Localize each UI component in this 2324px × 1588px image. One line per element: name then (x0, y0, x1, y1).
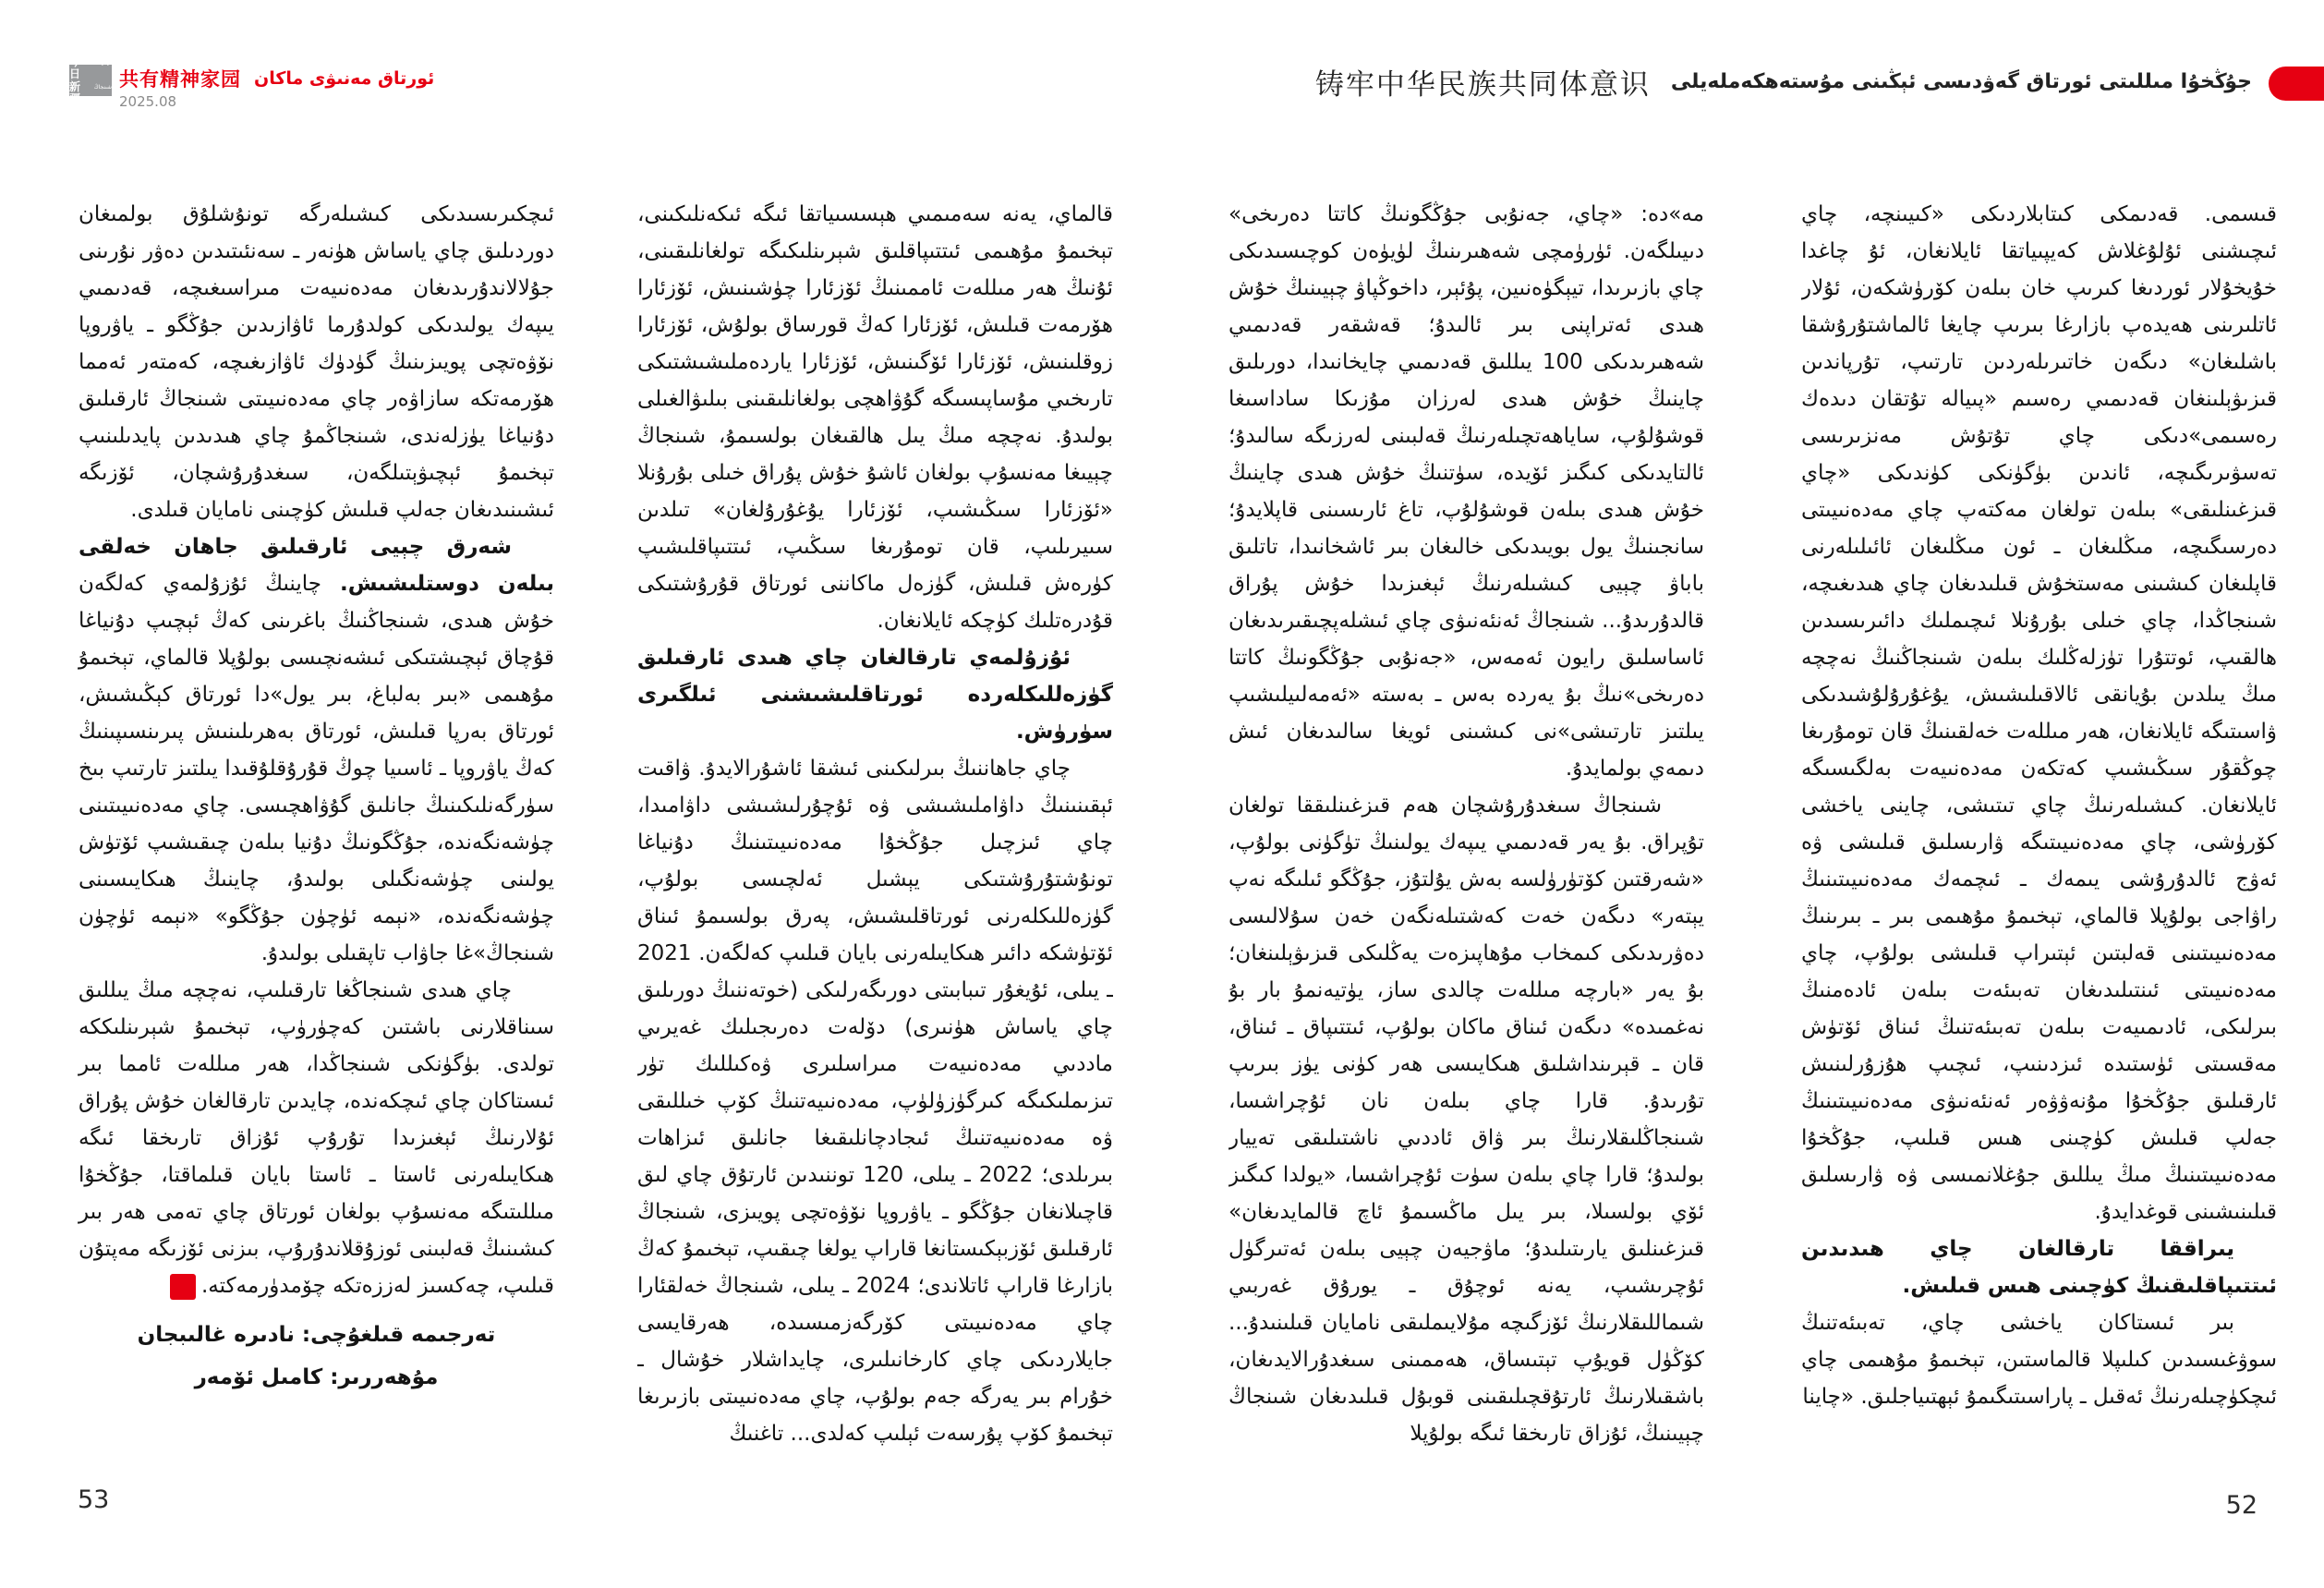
end-of-article-mark: ر (170, 1274, 196, 1300)
column-1-wrap (79, 196, 554, 1399)
issue-date: 2025.08 (119, 93, 177, 110)
logo-ug-top: بۈگۈنكى (92, 58, 112, 66)
section-color-tab (2269, 67, 2324, 101)
article-credits (79, 1314, 554, 1399)
page-theme-header (1315, 61, 2252, 103)
body-paragraph: بىر ئىستاكان ياخشى چاي، تەبىئەتنىڭ سوۋغىسىدىن كىلىپلا قالماستىن، تېخىمۇ مۇھىمى چاي ئىچكۈچىلەرنىڭ ئەقىل ـ پاراسىتىگىمۇ ئېھتىياجلىق. «چاينا (1801, 1311, 2277, 1409)
body-paragraph: شىنجاڭ سىغدۇرۇشچان ھەم قىزغىنلىققا تولغان تۇپراق. بۇ يەر قەدىمىي يىپەك يولىنىڭ تۈگۈنى بولۇپ، «شەرقتىن كۆتۈرۈلسە بەش يۇلتۇز، جۇڭگو ئىلىگە نەپ يېتەر» دىگەن خەت كەشتىلەنگەن خەن سۇلالىسى دەۋرىدىكى كىمخاب مۇھاپىزەت يەڭلىكى قىزىۋېلىنغان؛ بۇ يەر «بارچە مىللەت چالدى ساز، يۈتيەنمۇ بار بۇ نەغمىدە» دىگەن ئىناق ماكان بولۇپ، ئىتتىپاق ـ ئىناق، قان ـ قېرىنداشلىق ھىكايىسى ھەر كۈنى يۈز بىرىپ تۇرىدۇ. قارا چاي بىلەن نان ئۇچراشسا، شىنجاڭلىقلارنىڭ بىر ۋاق ئاددىي ناشتىلىقى تەييار بولىدۇ؛ قارا چاي بىلەن سۈت ئۇچراشسا، «يولدا كىگىز ئۆي بولسىلا، بىر يىل ماڭسىمۇ ئاچ قالمايدىغان» قىزغىنلىق يارىتىلىدۇ؛ ماۋجيەن چېيى بىلەن ئەتىرگۈل ئۇچرىشىپ، يەنە ئوچۇق ـ يورۇق غەربىي شىماللىقلارنىڭ ئۆزگىچە مۇلايىملىقى نامايان قىلىنىدۇ... كۆڭۈل قويۇپ تېتىساق، ھەممىنى سىغدۇرالايدىغان، باشقىلارنىڭ ئارتۇقچىلىقىنى قوبۇل قىلىدىغان شىنجاڭ چېيىنىڭ، ئۇزاق تارىخقا ئىگە بولۇپلا (1229, 794, 1704, 1446)
body-paragraph: چاي جاھاننىڭ بىرلىكىنى ئىشقا ئاشۇرالايدۇ. ۋاقىت ئېقىنىنىڭ داۋاملىشىشى ۋە ئۇچۇرلىشىشى داۋامىدا، چاي ئىزچىل جۇڭخۇا مەدەنىيىتىنىڭ دۇنياغا تونۇشتۇرۇشتىكى يېشىل ئەلچىسى بولۇپ، گۈزەللىكلەرنى ئورتاقلىشىش، پەرق بولسىمۇ ئىناق ئۆتۈشكە دائىر ھىكايىلەرنى بايان قىلىپ كەلگەن. 2021 ـ يىلى، ئۇيغۇر تىبابىتى دورىگەرلىكى (خوتەننىڭ دورىلىق چاي ياساش ھۈنىرى) دۆلەت دەرىجىلىك غەيرىي ماددىي مەدەنىيەت مىراسلىرى ۋەكىللىك تۈر تىزىملىكىگە كىرگۈزۈلۈپ، مەدەنىيەتنىڭ كۆپ خىللىقى ۋە مەدەنىيەتنىڭ ئىجادچانلىقىغا جانلىق ئىزاھات بىرىلدى؛ 2022 ـ يىلى، 120 توننىدىن ئارتۇق چاي لىق قاچىلانغان جۇڭگو ـ ياۋروپا نۆۋەتچى پويىزى، شىنجاڭ ئارقىلىق ئۆزبېكىستانغا قاراپ يولغا چىقىپ، تېخىمۇ كەڭ بازارغا قاراپ ئاتلاندى؛ 2024 ـ يىلى، شىنجاڭ خەلقئارا چاي مەدەنىيىتى كۆرگەزمىسىدە، ھەرقايسى جايلاردىكى چاي كارخانىلىرى، چايداشلار خۇشال ـ خۇرام بىر يەرگە جەم بولۇپ، چاي مەدەنىيىتى بازىرىغا تېخىمۇ كۆپ پۇرسەت ئېلىپ كەلدى... تاغنىڭ (637, 757, 1113, 1446)
body-paragraph: مە»دە: «چاي، جەنۇبى جۇڭگونىڭ كاتتا دەرىخى» دىيىلگەن. ئۈرۈمچى شەھىرىنىڭ لۈيۈەن كوچىسىدىكى چاي بازىرىدا، تيېگۈەنىين، پۇئېر، داخوڭپاۋ چېيىنىڭ خۇش ھىدى ئەتراپنى بىر ئالىدۇ؛ قەشقەر قەدىمىي شەھىرىدىكى 100 يىللىق قەدىمىي چايخانىدا، دورىلىق چاينىڭ خۇش ھىدى لەرزان مۇزىكا ساداسىغا قوشۇلۇپ، ساياھەتچىلەرنىڭ قەلبىنى لەرزىگە سالىدۇ؛ ئالتايدىكى كىگىز ئۆيدە، سۈتنىڭ خۇش ھىدى چاينىڭ خۇش ھىدى بىلەن قوشۇلۇپ، تاغ ئارىسىنى قاپلايدۇ؛ سانجىنىڭ يول بويىدىكى خالىغان بىر ئاشخانىدا، تاتلىق باباۋ چېيى كىشىلەرنىڭ ئېغىزىدا خۇش پۇراق قالدۇرىدۇ... شىنجاڭ ئەنئەنىۋى چاي ئىشلەپچىقىرىدىغان ئاساسلىق رايون ئەمەس، «جەنۇبى جۇڭگونىڭ كاتتا دەرىخى»نىڭ بۇ يەردە بەس ـ بەستە «ئەمەلىيلىشىپ يىلتىز تارتىشى»نى كىشىنى ئويغا سالىدىغان ئىش دىمەي بولمايدۇ. (1229, 202, 1704, 781)
logo-ug-bottom: شىنجاڭ (93, 83, 112, 91)
logo-cn-bottom: 新疆 (69, 79, 81, 105)
body-paragraph: قالماي، يەنە سەمىمىي ھېسسىياتقا ئىگە ئىكەنلىكىنى، تېخىمۇ مۇھىمى ئىتتىپاقلىق شېرىنلىكىگە تولغانلىقىنى، ئۇنىڭ ھەر مىللەت ئاممىنىڭ ئۆزئارا چۈشىنىش، ئۆزئارا ھۆرمەت قىلىش، ئۆزئارا كەڭ قورساق بولۇش، ئۆزئارا زوقلىنىش، ئۆزئارا ئۆگىنىش، ئۆزئارا ياردەملىشىشتىكى تارىخىي مۇساپىسىگە گۇۋاھچى بولغانلىقىنى بىلىۋالغىلى بولىدۇ. نەچچە مىڭ يىل ھالقىغان بولسىمۇ، شىنجاڭ چېيىغا مەنسۇپ بولغان ئاشۇ خۇش پۇراق خىلى بۇرۇنلا «ئۆزئارا سىڭىشىپ، ئۆزئارا يۇغۇرۇلغان» تىلدىن سىيرىلىپ، قان تومۇرىغا سىڭىپ، ئىتتىپاقلىشىپ كۈرەش قىلىش، گۈزەل ماكاننى ئورتاق قۇرۇشتىكى قۇدرەتلىك كۈچكە ئايلانغان. (637, 202, 1113, 633)
theme-uyghur: جۇڭخۇا مىللىتى ئورتاق گەۋدىسى ئېڭىنى مۇستەھكەملەيلى (1670, 70, 2252, 93)
section-title-block (119, 65, 434, 110)
credit-translator: تەرجىمە قىلغۇچى: نادىرە غالىبجان (137, 1323, 496, 1347)
column-3-wrap (1229, 196, 1704, 1533)
paragraph-lead: شەرق چېيى ئارقىلىق جاھان خەلقى بىلەن دوستلىشىش. (79, 535, 554, 596)
credit-editor: مۇھەررىر: كامىل ئۆمەر (194, 1365, 439, 1389)
magazine-brand (69, 55, 435, 110)
magazine-logo (69, 55, 112, 105)
section-heading: ئۇزۇلمەي تارقالغان چاي ھىدى ئارقىلىق گۈزەللىكلەردە ئورتاقلىشىشنى ئىلگىرى سۈرۈش. (637, 646, 1113, 744)
article-column-1 (79, 196, 554, 1304)
logo-cn-top: 今日 (69, 55, 81, 80)
body-paragraph: شەرق چېيى ئارقىلىق جاھان خەلقى بىلەن دوستلىشىش. چاينىڭ ئۇزۇلمەي كەلگەن خۇش ھىدى، شىنجاڭنىڭ باغرىنى كەڭ ئېچىپ دۇنياغا قۇچاق ئېچىشتىكى ئىشەنچىسى بولۇپلا قالماي، تېخىمۇ مۇھىمى «بىر بەلباغ، بىر يول»دا ئورتاق كېڭىشىش، ئورتاق بەرپا قىلىش، ئورتاق بەھرىلىنىش پىرىنسىپىنىڭ كەڭ ياۋروپا ـ ئاسىيا چوڭ قۇرۇقلۇقىدا يىلتىز تارتىپ بىخ سۈرگەنلىكىنىڭ جانلىق گۇۋاھچىسى. چاي مەدەنىيىتىنى چۈشەنگەندە، جۇڭگونىڭ دۇنيا بىلەن چىقىشىپ ئۆتۈش يولىنى چۈشەنگىلى بولىدۇ، چاينىڭ ھىكايىسىنى چۈشەنگەندە، «نېمە ئۈچۈن جۇڭگو» «نېمە ئۈچۈن شىنجاڭ»غا جاۋاب تاپقىلى بولىدۇ. (79, 535, 554, 965)
theme-chinese: 铸牢中华民族共同体意识 (1314, 68, 1651, 102)
column-2-wrap (637, 196, 1113, 1533)
article-column-2 (637, 196, 1113, 1533)
section-heading: يىراققا تارقالغان چاي ھىدىدىن ئىتتىپاقلىقنىڭ كۈچىنى ھىس قىلىش. (1801, 1237, 2277, 1298)
article-column-3 (1229, 196, 1704, 1533)
body-paragraph: قىسمى. قەدىمكى كىتابلاردىكى «كىيىنچە، چاي ئىچىشنى ئۇلۇغلاش كەيپىياتقا ئايلانغان، ئۇ چاغدا خۇيخۇلار ئوردىغا كىرىپ خان بىلەن كۆرۈشكەن، ئۇلار ئاتلىرىنى ھەيدەپ بازارغا بىرىپ چايغا ئالماشتۇرۇشقا باشلىغان» دىگەن خاتىرىلەردىن تارتىپ، تۇرپاندىن قىزىۋېلىنغان قەدىمىي رەسىم «پىيالە تۇتقان دىدەك رەسىمى»دىكى چاي تۇتۇش مەنزىرىسى تەسۋىرىگىچە، ئاندىن بۈگۈنكى كۈندىكى «چاي قىزغىنلىقى» بىلەن تولغان مەكتەپ چاي مەدەنىيىتى دەرسىگىچە، مىڭلىغان ـ ئون مىڭلىغان ئائىلىلەرنى قاپلىغان كىشىنى مەستخۇش قىلىدىغان چاي ھىدىغىچە، شىنجاڭدا، چاي خىلى بۇرۇنلا ئىچىملىك دائىرىسىدىن ھالقىپ، ئوتتۇرا تۈزلەڭلىك بىلەن شىنجاڭنىڭ نەچچە مىڭ يىلدىن بۇيانقى ئالاقىلىشىش، يۇغۇرۇلۇشىدىكى ۋاسىتىگە ئايلانغان، ھەر مىللەت خەلقىنىڭ قان تومۇرىغا چوڭقۇر سىڭىشىپ كەتكەن مەدەنىيەت بەلگىسىگە ئايلانغان. كىشىلەرنىڭ چاي تىتىشى، چاينى ياخشى كۆرۈشى، چاي مەدەنىيىتىگە ۋارىسلىق قىلىشى ۋە ئەۋج ئالدۇرۇشى يىمەك ـ ئىچمەك مەدەنىيىتىنىڭ راۋاجى بولۇپلا قالماي، تېخىمۇ مۇھىمى بىر ـ بىرىنىڭ مەدەنىيىتىنى قەلبتىن ئېتىراپ قىلىشى بولۇپ، چاي مەدەنىيىتى ئىنتىلىدىغان تەبىئەت بىلەن ئادەمنىڭ بىرلىكى، ئادىمىيەت بىلەن تەبىئەتنىڭ ئىناق ئۆتۈش مەقسىتى ئۈستىدە ئىزدىنىپ، ئىچىپ ھۇزۇرلىنىش ئارقىلىق جۇڭخۇا مۇنەۋۋەر ئەنئەنىۋى مەدەنىيىتىنىڭ جەلپ قىلىش كۈچىنى ھىس قىلىپ، جۇڭخۇا مەدەنىيىتىنىڭ مىڭ يىللىق جۇغلانمىسى ۋە ۋارىسلىق قىلىنىشىنى قوغدايدۇ. (1801, 202, 2277, 1224)
body-paragraph: ئىچكىرىسىدىكى كىشىلەرگە تونۇشلۇق بولمىغان دوردىلىق چاي ياساش ھۈنەر ـ سەنئىتىدىن دەۋر نۇرىنى جۇلالاندۇرىدىغان مەدەنىيەت مىراسىغىچە، قەدىمىي يىپەك يولىدىكى كولدۇرما ئاۋازىدىن جۇڭگو ـ ياۋروپا نۆۋەتچى پويىزىنىڭ گۈدۈك ئاۋازىغىچە، كەمتەر ئەمما ھۆرمەتكە سازاۋەر چاي مەدەنىيىتى شىنجاڭ ئارقىلىق دۇنياغا يۈزلەندى، شىنجاڭمۇ چاي ھىدىدىن پايدىلىنىپ تېخىمۇ ئېچىۋېتىلگەن، سىغدۇرۇشچان، ئۆزىگە ئىشىنىدىغان جەلپ قىلىش كۈچىنى نامايان قىلدى. (79, 202, 554, 522)
page-number-right: 52 (2225, 1491, 2257, 1520)
column-4-wrap (1801, 196, 2277, 1533)
section-title-chinese: 共有精神家园 (119, 68, 241, 91)
body-paragraph: چاي ھىدى شىنجاڭغا تارقىلىپ، نەچچە مىڭ يىللىق سىناقلارنى باشتىن كەچۈرۈپ، تېخىمۇ شېرىنلىككە تولدى. بۈگۈنكى شىنجاڭدا، ھەر مىللەت ئامما بىر ئىستاكان چاي ئىچكەندە، چايدىن تارقالغان خۇش پۇراق ئۇلارنىڭ ئېغىزىدا تۇرۇپ ئۇزاق تارىخقا ئىگە ھىكايىلەرنى ئاستا ـ ئاستا بايان قىلماقتا، جۇڭخۇا مىللىتىگە مەنسۇپ بولغان ئورتاق چاي تەمى ھەر بىر كىشىنىڭ قەلبىنى ئوزۇقلاندۇرۇپ، بىزنى ئۆزىگە مەپتۇن قىلىپ، چەكسىز لەززەتكە چۆمدۈرمەكتە.ر (79, 978, 554, 1298)
article-column-4 (1801, 196, 2277, 1533)
page-number-left: 53 (78, 1485, 110, 1514)
section-title-uyghur: ئورتاق مەنىۋى ماكان (254, 68, 435, 89)
